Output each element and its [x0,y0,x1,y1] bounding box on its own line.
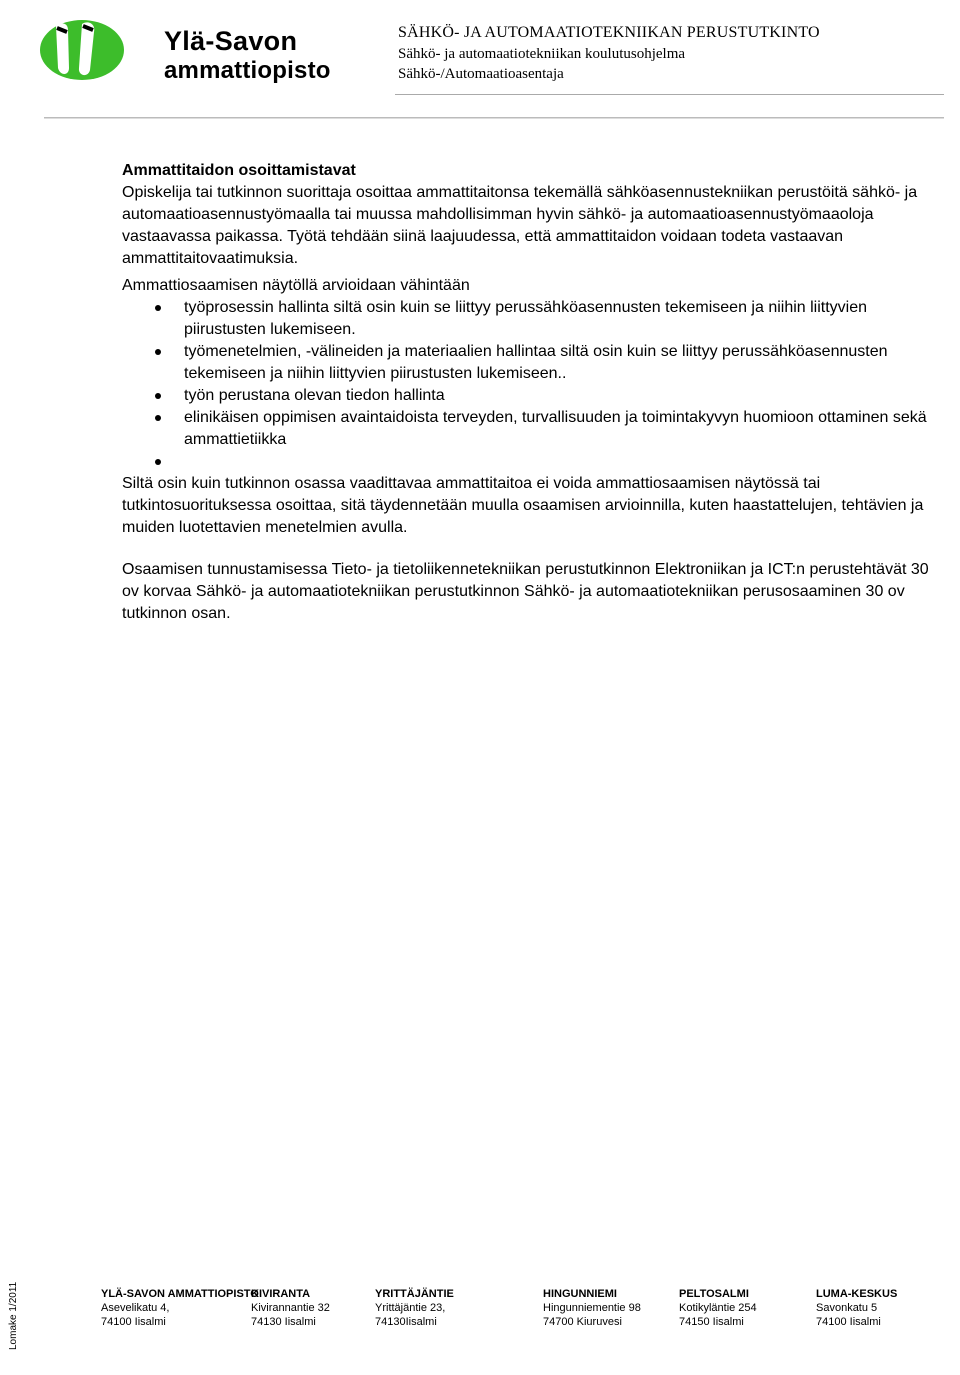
form-code-text: Lomake 1/2011 [8,1281,19,1350]
footer-line: Kivirannantie 32 [251,1302,330,1314]
school-logo [38,12,331,84]
footer-title: HINGUNNIEMI [543,1288,617,1300]
paragraph-supplement: Siltä osin kuin tutkinnon osassa vaadittavaa ammattitaitoa ei voida ammattiosaamisen näytössä tai tutkintosuorituksessa osoittaa, sitä täydennetään muulla osaamisen arvioinnilla, kuten haastattelujen, tehtävien ja muiden luotettavien menetelmien avulla. [122,475,924,536]
list-item: elinikäisen oppimisen avaintaidoista terveyden, turvallisuuden ja toimintakyvyn huomioon ottaminen sekä ammattietiikka [122,407,937,451]
list-item: työprosessin hallinta siltä osin kuin se liittyy perussähköasennusten tekemiseen ja niihin liittyvien piirustusten lukemiseen. [122,297,937,341]
paragraph-intro: Opiskelija tai tutkinnon suorittaja osoittaa ammattitaitonsa tekemällä sähköasennustekniikan perustöitä sähkö- ja automaatioasennustyömaalla tai muussa mahdollisimman hyvin sähkö- ja automaatioasennustyömaaoloja vastaavassa paikassa. Työtä tehdään siinä laajuudessa, että ammattitaidon voidaan todeta vastaavan ammattitaitovaatimuksia. [122,184,918,267]
header-divider-short [395,94,944,95]
qualification-title: Sähkö-/Automaatioasentaja [398,65,564,82]
footer-column [101,1287,259,1329]
footer-title: KIVIRANTA [251,1288,311,1300]
footer-line: Yrittäjäntie 23, [375,1302,446,1314]
footer-title: YLÄ-SAVON AMMATTIOPISTO [101,1288,259,1300]
footer-column [816,1287,897,1329]
logo-mark-icon [38,12,128,82]
document-header [398,22,820,84]
footer-title: PELTOSALMI [679,1288,749,1300]
footer-line: Kotikyläntie 254 [679,1302,757,1314]
footer-line: 74130Iisalmi [375,1316,437,1328]
logo-wordmark [164,28,331,83]
footer-line: 74130 Iisalmi [251,1316,316,1328]
footer-column [543,1287,641,1329]
footer-line: 74100 Iisalmi [816,1316,881,1328]
list-item: työn perustana olevan tiedon hallinta [122,385,937,407]
footer-title: YRITTÄJÄNTIE [375,1288,454,1300]
assessment-list [122,297,937,473]
list-item-empty [122,451,937,473]
footer-line: Savonkatu 5 [816,1302,878,1314]
footer-title: LUMA-KESKUS [816,1288,898,1300]
form-code [8,1281,48,1368]
footer-column [679,1287,757,1329]
logo-line2: ammattiopisto [164,57,331,84]
main-content [122,160,937,625]
logo-line1: Ylä-Savon [164,26,298,56]
degree-title: SÄHKÖ- JA AUTOMAATIOTEKNIIKAN PERUSTUTKINTO [398,24,820,41]
footer-line: Hingunniementie 98 [543,1302,641,1314]
footer-line: 74100 Iisalmi [101,1316,166,1328]
paragraph-assessment: Ammattiosaamisen näytöllä arvioidaan vähintään [122,277,470,294]
program-title: Sähkö- ja automaatiotekniikan koulutusohjelma [398,45,686,62]
footer-line: 74700 Kiuruvesi [543,1316,622,1328]
footer-line: Asevelikatu 4, [101,1302,170,1314]
footer-column [375,1287,454,1329]
footer-line: 74150 Iisalmi [679,1316,744,1328]
header-divider [44,117,944,119]
paragraph-recognition: Osaamisen tunnustamisessa Tieto- ja tietoliikennetekniikan perustutkinnon Elektroniikan ja ICT:n perustehtävät 30 ov korvaa Sähkö- ja automaatiotekniikan perustutkinnon Sähkö- ja automaatiotekniikan perusosaaminen 30 ov tutkinnon osan. [122,561,929,622]
section-title: Ammattitaidon osoittamistavat [122,162,356,179]
footer-column [251,1287,330,1329]
list-item: työmenetelmien, -välineiden ja materiaalien hallintaa siltä osin kuin se liittyy perussähköasennusten tekemiseen ja niihin liittyvien piirustusten lukemiseen.. [122,341,937,385]
